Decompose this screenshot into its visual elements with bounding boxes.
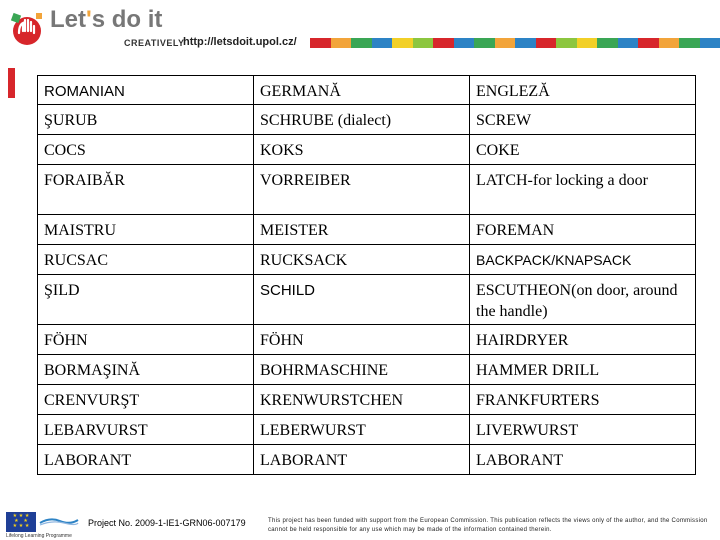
color-stripe-segment xyxy=(495,38,516,48)
cell-romanian: ŞILD xyxy=(38,275,254,325)
table-row xyxy=(38,415,696,445)
cell-german: VORREIBER xyxy=(254,165,470,215)
cell-romanian: CRENVURŞT xyxy=(38,385,254,415)
cell-romanian: RUCSAC xyxy=(38,245,254,275)
cell-german: SCHILD xyxy=(254,275,470,325)
color-stripe-segment xyxy=(556,38,577,48)
cell-english: COKE xyxy=(470,135,696,165)
color-stripe-segment xyxy=(638,38,659,48)
side-accent-bar xyxy=(8,68,15,98)
cell-romanian: FÖHN xyxy=(38,325,254,355)
table-row xyxy=(38,325,696,355)
cell-english: SCREW xyxy=(470,105,696,135)
color-stripe-segment xyxy=(679,38,700,48)
cell-english: LABORANT xyxy=(470,445,696,475)
table-row xyxy=(38,165,696,215)
table-row xyxy=(38,135,696,165)
table-header-row xyxy=(38,76,696,105)
cell-german: MEISTER xyxy=(254,215,470,245)
cell-romanian: ŞURUB xyxy=(38,105,254,135)
color-stripe-segment xyxy=(433,38,454,48)
cell-german: SCHRUBE (dialect) xyxy=(254,105,470,135)
color-stripe-segment xyxy=(372,38,393,48)
brand-title: Let's do it xyxy=(50,6,163,33)
cell-german: BOHRMASCHINE xyxy=(254,355,470,385)
cell-german: KRENWURSTCHEN xyxy=(254,385,470,415)
vocabulary-table-container xyxy=(37,75,695,475)
table-row xyxy=(38,445,696,475)
color-stripe xyxy=(310,38,720,48)
brand-subtitle: CREATIVELY xyxy=(124,38,185,48)
color-stripe-segment xyxy=(618,38,639,48)
header xyxy=(0,0,720,60)
cell-romanian: FORAIBĂR xyxy=(38,165,254,215)
funding-disclaimer: This project has been funded with support from the European Commission. This publication reflects the views only of the author, and the Commission cannot be held responsible for any use which may be made of the information contained therein. xyxy=(268,518,708,533)
site-url-link[interactable]: http://letsdoit.upol.cz/ xyxy=(183,36,297,48)
cell-german: RUCKSACK xyxy=(254,245,470,275)
cell-romanian: BORMAŞINĂ xyxy=(38,355,254,385)
cell-english: HAIRDRYER xyxy=(470,325,696,355)
color-stripe-segment xyxy=(597,38,618,48)
cell-romanian: LEBARVURST xyxy=(38,415,254,445)
table-row xyxy=(38,275,696,325)
project-number: Project No. 2009-1-IE1-GRN06-007179 xyxy=(88,518,246,528)
hand-logo-icon xyxy=(10,12,44,46)
cell-german: KOKS xyxy=(254,135,470,165)
cell-english: FOREMAN xyxy=(470,215,696,245)
color-stripe-segment xyxy=(577,38,598,48)
cell-english: LATCH-for locking a door xyxy=(470,165,696,215)
vocabulary-table xyxy=(37,75,696,475)
cell-romanian: LABORANT xyxy=(38,445,254,475)
color-stripe-segment xyxy=(413,38,434,48)
color-stripe-segment xyxy=(454,38,475,48)
color-stripe-segment xyxy=(659,38,680,48)
cell-english: ESCUTHEON(on door, around the handle) xyxy=(470,275,696,325)
cell-english: BACKPACK/KNAPSACK xyxy=(470,245,696,275)
cell-german: FÖHN xyxy=(254,325,470,355)
cell-romanian: COCS xyxy=(38,135,254,165)
header-cell-german: GERMANĂ xyxy=(254,76,470,105)
brand-apostrophe: ' xyxy=(86,6,92,33)
cell-english: FRANKFURTERS xyxy=(470,385,696,415)
cell-romanian: MAISTRU xyxy=(38,215,254,245)
table-row xyxy=(38,105,696,135)
color-stripe-segment xyxy=(515,38,536,48)
table-row xyxy=(38,215,696,245)
table-row xyxy=(38,385,696,415)
header-cell-english: ENGLEZĂ xyxy=(470,76,696,105)
color-stripe-segment xyxy=(351,38,372,48)
color-stripe-segment xyxy=(700,38,720,48)
lifelong-learning-logo-icon xyxy=(38,516,80,526)
color-stripe-segment xyxy=(310,38,331,48)
eu-programme-label: Lifelong Learning Programme xyxy=(6,533,72,539)
color-stripe-segment xyxy=(536,38,557,48)
footer xyxy=(0,508,720,540)
color-stripe-segment xyxy=(474,38,495,48)
table-row xyxy=(38,245,696,275)
eu-stars-icon: ★ ★ ★ ★ ★ ★ ★ ★ xyxy=(12,513,30,529)
color-stripe-segment xyxy=(331,38,352,48)
table-row xyxy=(38,355,696,385)
cell-english: HAMMER DRILL xyxy=(470,355,696,385)
header-cell-romanian: ROMANIAN xyxy=(38,76,254,105)
cell-german: LABORANT xyxy=(254,445,470,475)
color-stripe-segment xyxy=(392,38,413,48)
cell-german: LEBERWURST xyxy=(254,415,470,445)
cell-english: LIVERWURST xyxy=(470,415,696,445)
